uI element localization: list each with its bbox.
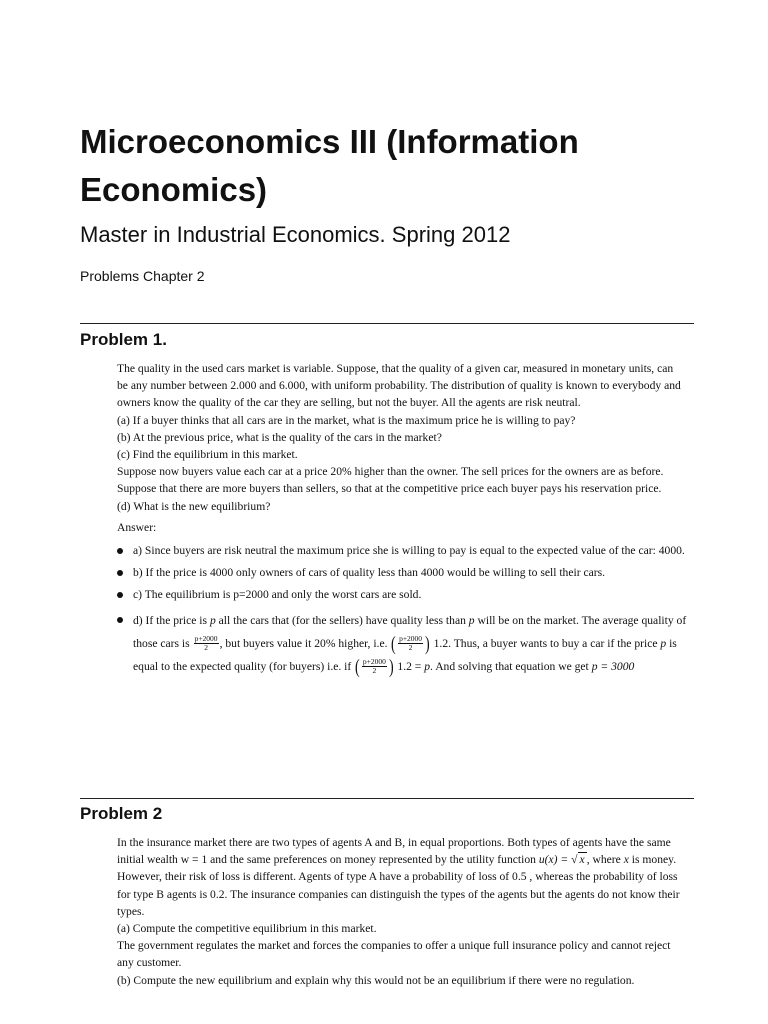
right-paren-icon: ): [425, 632, 430, 655]
problem-1-question-b: (b) At the previous price, what is the quality of the cars in the market?: [117, 430, 442, 444]
answer-label: Answer:: [117, 520, 157, 534]
math-variable: p: [660, 636, 667, 650]
problem-2-text: In the insurance market there are two types of agents A and B, in equal proportions. Both types of agents have the same initial wealth w = 1 and the same preferences on money represented by the utility function: [117, 836, 671, 867]
answer-d-text: is equal to the expected quality (for buyers) i.e. if: [133, 636, 677, 673]
answer-d-text: 1.2 =: [397, 659, 425, 673]
problem-1-question-d: (d) What is the new equilibrium?: [117, 499, 271, 513]
chapter-label: Problems Chapter 2: [80, 268, 205, 284]
bullet-icon: [117, 548, 123, 554]
bullet-icon: [117, 592, 123, 598]
bullet-icon: [117, 570, 123, 576]
left-paren-icon: (: [355, 655, 360, 678]
fraction-numerator: p+2000: [362, 657, 386, 667]
fraction-denominator: 2: [372, 666, 377, 676]
problem-2-regulation: The government regulates the market and forces the companies to offer a unique full insurance policy and cannot reject any customer.: [117, 939, 671, 970]
problem-2-intro: In the insurance market there are two types of agents A and B, in equal proportions. Both types of agents have the same initial wealth w = 1 and the same preferences on money represented by the utility function u(x) = √ x , where x is money. However, their risk of loss is different. Agents of type A have a probability of loss of 0.5 , whereas the probability of loss for type B agents is 0.2. The insurance companies can distinguish the types of the agents but the agents do not know their types.: [117, 836, 680, 918]
fraction-denominator: 2: [408, 643, 413, 653]
answer-d: [117, 609, 687, 678]
answer-d-text: . And solving that equation we get: [430, 659, 592, 673]
answer-a: [117, 542, 687, 559]
bullet-icon: [117, 617, 123, 623]
problem-1-heading: Problem 1.: [80, 330, 167, 349]
answer-b: [117, 564, 687, 581]
problem-2-body: [117, 834, 687, 989]
math-variable: p: [209, 613, 216, 627]
fraction-numerator: p+2000: [194, 634, 218, 644]
answer-d-text: will be on the market. The average quality of those cars is: [133, 613, 687, 650]
math-variable: x: [579, 853, 585, 867]
answer-list: [117, 542, 687, 678]
right-paren-icon: ): [388, 655, 394, 678]
fraction: [194, 635, 219, 652]
answer-d-text: all the cars that (for the sellers) have quality less than: [215, 613, 469, 627]
problem-2-question-b: (b) Compute the new equilibrium and explain why this would not be an equilibrium if there were no regulation.: [117, 973, 635, 987]
answer-d-text: 1.2. Thus, a buyer wants to buy a car if the price: [433, 636, 661, 650]
section-divider: [80, 798, 694, 799]
answer-a-text: a) Since buyers are risk neutral the maximum price she is willing to pay is equal to the expected value of the car: 4000.: [133, 544, 685, 558]
problem-1-assumption-1: Suppose now buyers value each car at a price 20% higher than the owner. The sell prices for the owners are as before.: [117, 465, 664, 479]
document-title: Microeconomics III (Information Economics): [80, 123, 579, 208]
answer-c-text: c) The equilibrium is p=2000 and only the worst cars are sold.: [133, 588, 422, 602]
section-divider: [80, 323, 694, 324]
problem-2-text: , where: [586, 853, 624, 867]
problem-1-intro: The quality in the used cars market is variable. Suppose, that the quality of a given car, measured in monetary units, can be any number between 2.000 and 6.000, with uniform probability. The distribution of quality is known to everybody and owners know the quality of the car they are selling, but not the buyer. All the agents are risk neutral.: [117, 362, 681, 410]
document-subtitle: Master in Industrial Economics. Spring 2012: [80, 222, 511, 247]
problem-1-body: [117, 360, 687, 683]
fraction: [362, 658, 387, 675]
fraction: [398, 635, 423, 652]
problem-2-question-a: (a) Compute the competitive equilibrium in this market.: [117, 922, 377, 936]
utility-function: u(x) =: [538, 853, 572, 867]
problem-2-text: is money. However, their risk of loss is different. Agents of type A have a probability of loss of 0.5 , whereas the probability of loss for type B agents is 0.2. The insurance companies can distinguish the types of the agents but the agents do not know their types.: [117, 853, 680, 918]
answer-b-text: b) If the price is 4000 only owners of cars of quality less than 4000 would be willing to sell their cars.: [133, 566, 606, 580]
problem-1-question-a: (a) If a buyer thinks that all cars are in the market, what is the maximum price he is willing to pay?: [117, 413, 576, 427]
math-variable: p: [424, 659, 431, 673]
left-paren-icon: (: [391, 632, 397, 655]
problem-1-question-c: (c) Find the equilibrium in this market.: [117, 448, 298, 462]
answer-d-text: , but buyers value it 20% higher, i.e.: [219, 636, 391, 650]
problem-2-heading: Problem 2: [80, 804, 163, 823]
answer-d-text: d) If the price is: [133, 613, 210, 627]
math-variable: p: [468, 613, 475, 627]
math-result: p = 3000: [591, 659, 635, 673]
math-variable: x: [623, 853, 629, 867]
problem-1-assumption-2: Suppose that there are more buyers than sellers, so that at the competitive price each buyer pays his reservation price.: [117, 482, 662, 496]
answer-c: [117, 586, 687, 603]
fraction-numerator: p+2000: [399, 634, 423, 644]
fraction-denominator: 2: [204, 643, 208, 653]
